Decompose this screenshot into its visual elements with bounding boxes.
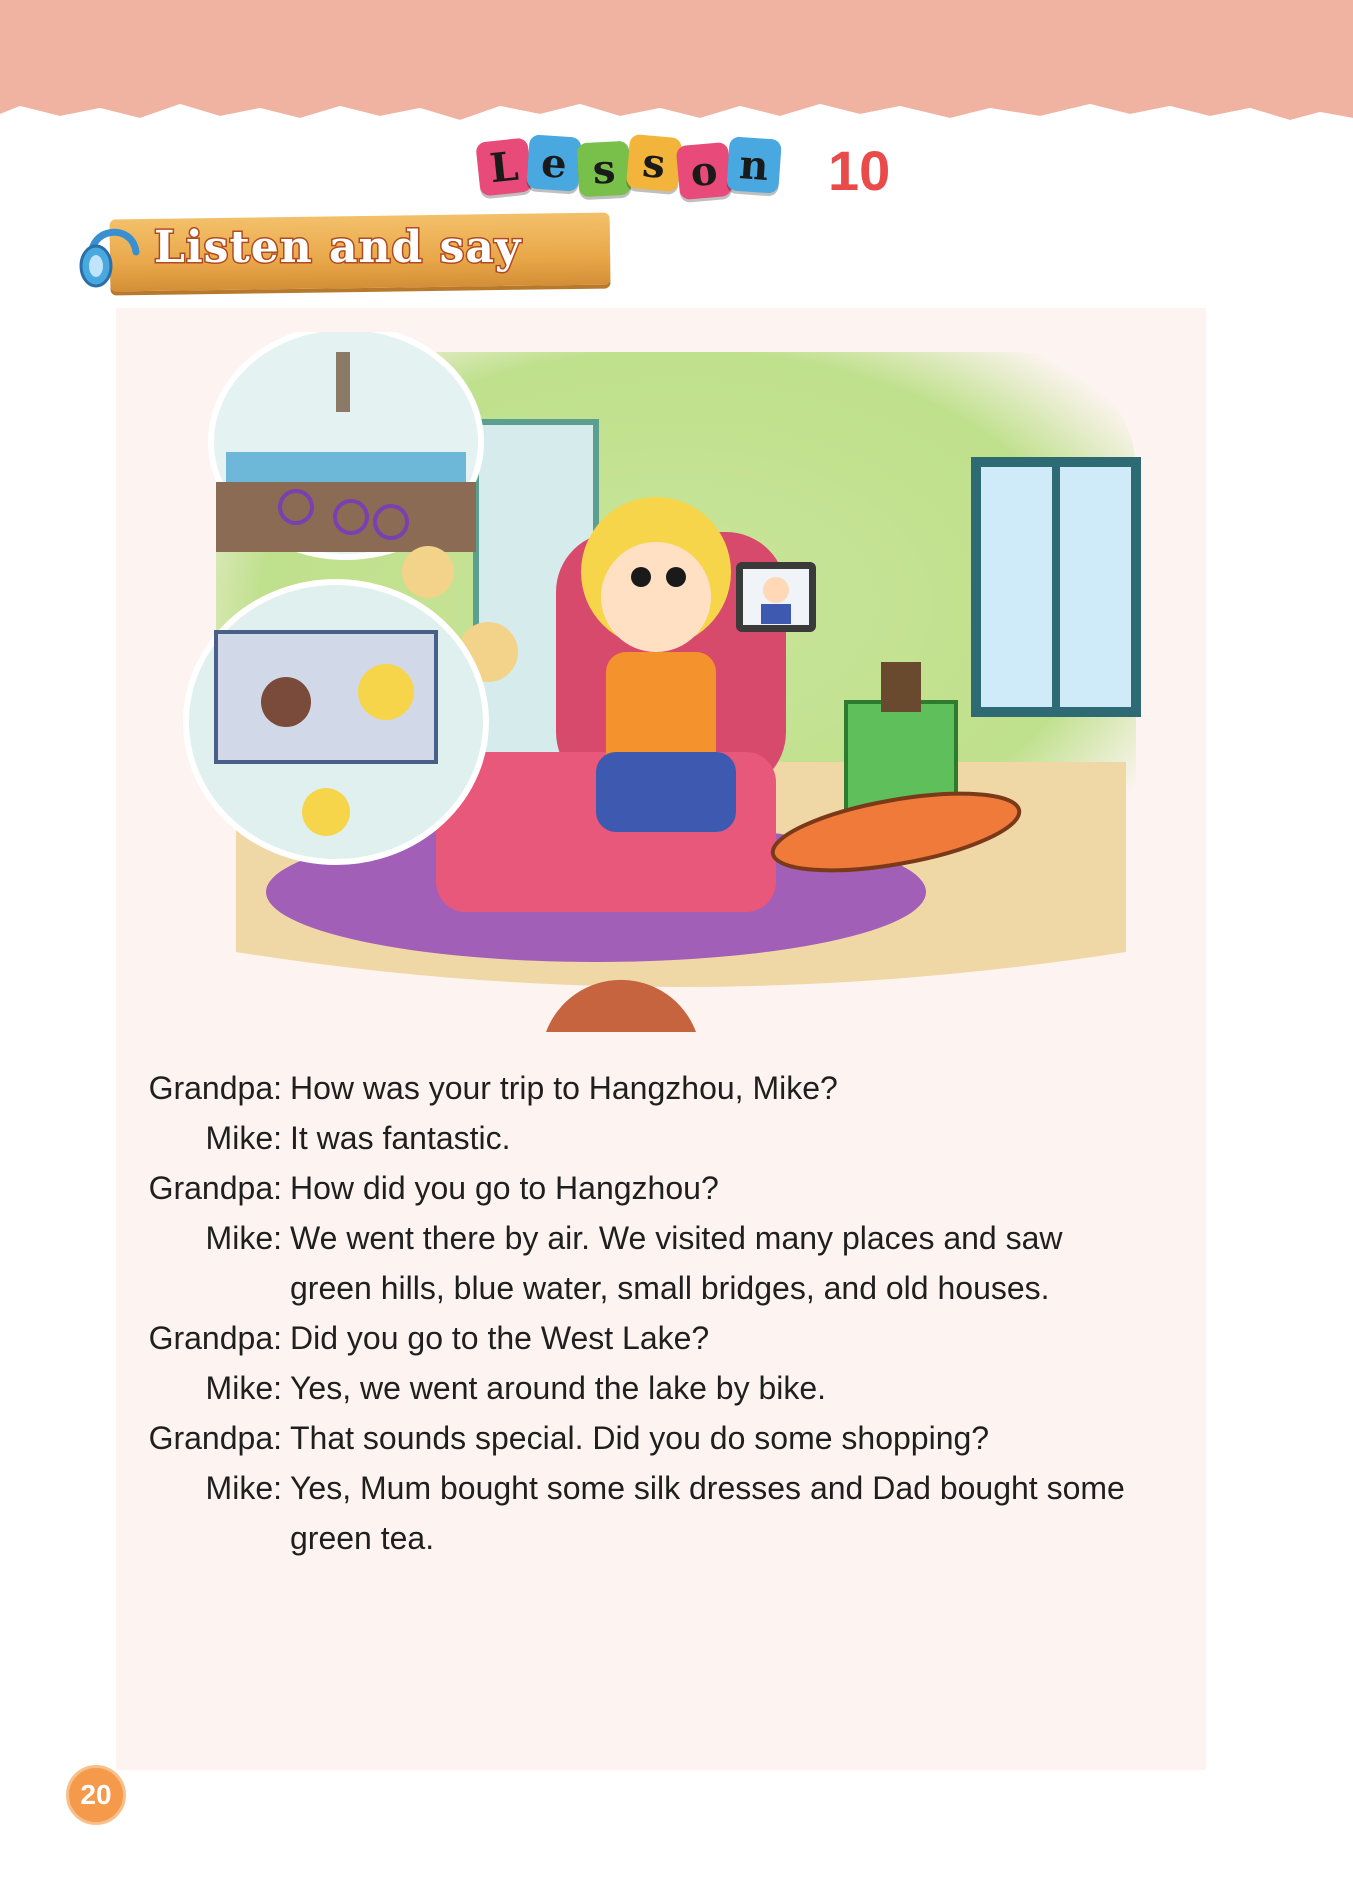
lesson-letter-tile: s [626, 134, 683, 192]
lesson-letter-tile: o [676, 142, 733, 200]
speech-text: Yes, Mum bought some silk dresses and Dad bought some [290, 1470, 1125, 1506]
speaker-label: Grandpa: [148, 1420, 282, 1456]
dialogue-line [128, 1413, 1198, 1463]
story-illustration [176, 332, 1151, 1032]
dialogue [128, 1063, 1198, 1563]
speaker-label: Grandpa: [148, 1320, 282, 1356]
dialogue-line [128, 1163, 1198, 1213]
section-heading [74, 208, 614, 303]
speech-text: How was your trip to Hangzhou, Mike? [290, 1070, 838, 1106]
section-title: Listen and say [154, 222, 522, 273]
speech-text: green tea. [290, 1520, 435, 1556]
speech-text: It was fantastic. [290, 1120, 511, 1156]
dialogue-line [128, 1363, 1198, 1413]
speaker-label: Grandpa: [148, 1070, 282, 1106]
speech-text: Did you go to the West Lake? [290, 1320, 710, 1356]
dialogue-line [128, 1313, 1198, 1363]
speech-text: We went there by air. We visited many places and saw [290, 1220, 1063, 1256]
lesson-letter-tile: e [526, 134, 582, 191]
lesson-title [478, 132, 918, 204]
header-band [0, 0, 1353, 150]
dialogue-line-continued [128, 1513, 1198, 1563]
speaker-label: Mike: [205, 1370, 282, 1406]
speaker-label: Mike: [205, 1120, 282, 1156]
speaker-label: Mike: [205, 1220, 282, 1256]
speech-text: How did you go to Hangzhou? [290, 1170, 719, 1206]
speech-text: Yes, we went around the lake by bike. [290, 1370, 827, 1406]
lesson-letter-tile: s [577, 141, 632, 198]
headphone-icon [74, 208, 154, 298]
page-number: 20 [66, 1765, 126, 1825]
dialogue-line [128, 1113, 1198, 1163]
speaker-label: Mike: [205, 1470, 282, 1506]
dialogue-line [128, 1213, 1198, 1263]
lesson-letter-tile: n [726, 136, 782, 193]
content-panel [116, 308, 1206, 1770]
speech-text: green hills, blue water, small bridges, and old houses. [290, 1270, 1050, 1306]
dialogue-line-continued [128, 1263, 1198, 1313]
speaker-label: Grandpa: [148, 1170, 282, 1206]
lesson-letter-tile: L [475, 137, 532, 196]
dialogue-line [128, 1063, 1198, 1113]
dialogue-line [128, 1463, 1198, 1513]
speech-text: That sounds special. Did you do some shopping? [290, 1420, 990, 1456]
lesson-number: 10 [828, 139, 891, 202]
